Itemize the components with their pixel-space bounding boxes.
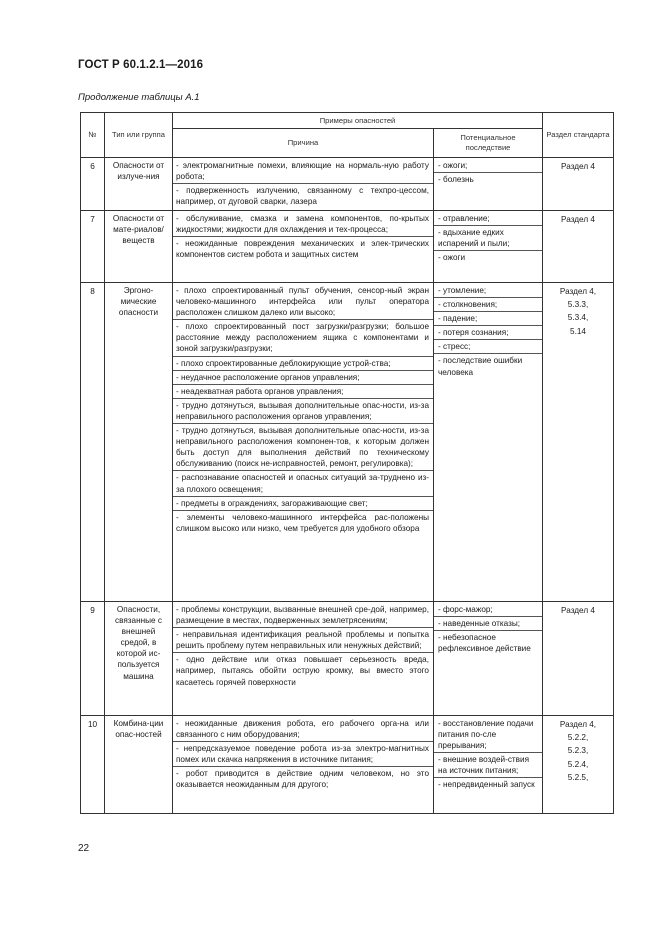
col-header-type: Тип или группа	[105, 113, 173, 158]
consequence-item: - падение;	[438, 314, 478, 324]
standard-title: ГОСТ Р 60.1.2.1—2016	[78, 59, 204, 71]
hazard-type: Опасности от излуче-ния	[105, 158, 173, 211]
consequence-divider	[434, 250, 542, 251]
standard-section	[543, 158, 614, 211]
standard-section	[543, 211, 614, 283]
section-ref: 5.2.3,	[567, 746, 589, 756]
col-header-section: Раздел стандарта	[543, 113, 614, 158]
consequence-divider	[434, 325, 542, 326]
consequence-divider	[434, 777, 542, 778]
row-number: 10	[81, 716, 105, 814]
standard-section	[543, 602, 614, 716]
cause-divider	[173, 423, 433, 424]
cause-item: - неожиданные движения робота, его рабочего орга-на или связанного с ним оборудования;	[176, 719, 429, 740]
section-ref: 5.3.3,	[567, 300, 589, 310]
cause-divider	[173, 510, 433, 511]
consequence-divider	[434, 297, 542, 298]
cause-item: - плохо спроектированный пост загрузки/разгрузки; большое расстояние между расположением ящика с компонентами и зоной загрузки/разгрузки;	[176, 322, 429, 354]
consequence-item: - стресс;	[438, 342, 471, 352]
hazard-type: Опасности, связанные с внешней средой, в которой ис-пользуется машина	[105, 602, 173, 716]
cause-divider	[173, 627, 433, 628]
consequence-item: - наведенные отказы;	[438, 619, 521, 629]
cause-divider	[173, 741, 433, 742]
section-ref: Раздел 4	[561, 215, 595, 224]
cause-item: - неадекватная работа органов управления;	[176, 386, 344, 396]
section-ref: 5.3.4,	[567, 313, 589, 323]
cause-divider	[173, 398, 433, 399]
consequence-item: - столкновения;	[438, 300, 498, 310]
col-header-num: №	[81, 113, 105, 158]
col-header-cause: Причина	[173, 129, 434, 158]
cause-item: - электромагнитные помехи, влияющие на нормаль-ную работу робота;	[176, 161, 429, 182]
consequence-item: - утомление;	[438, 286, 487, 295]
hazard-causes	[173, 283, 434, 602]
hazard-causes	[173, 602, 434, 716]
cause-item: - неожиданные повреждения механических и элек-трических компонентов систем робота и защитных систем	[176, 239, 429, 260]
cause-divider	[173, 766, 433, 767]
consequence-divider	[434, 172, 542, 173]
consequence-item: - вдыхание едких испарений и пыли;	[438, 228, 510, 249]
row-number: 9	[81, 602, 105, 716]
consequence-item: - ожоги;	[438, 161, 468, 170]
consequence-item: - последствие ошибки человека	[438, 356, 523, 377]
section-ref: 5.14	[570, 326, 586, 336]
cause-divider	[173, 370, 433, 371]
cause-item: - обслуживание, смазка и замена компонентов, по-крытых жидкостями; жидкости для охлаждения и тех-процесса;	[176, 214, 429, 235]
hazard-type: Эргоно-мические опасности	[105, 283, 173, 602]
col-header-consequence: Потенциальное последствие	[434, 129, 543, 158]
consequence-divider	[434, 339, 542, 340]
consequence-item: - небезопасное рефлексивное действие	[438, 633, 531, 654]
section-ref: 5.2.2,	[567, 733, 589, 743]
col-header-examples: Примеры опасностей	[173, 113, 543, 129]
hazard-table	[80, 112, 614, 814]
consequence-divider	[434, 311, 542, 312]
row-number: 6	[81, 158, 105, 211]
consequence-item: - восстановление подачи питания по-сле прерывания;	[438, 719, 534, 751]
cause-item: - распознавание опасностей и опасных ситуаций за-труднено из-за плохого освещения;	[176, 473, 429, 494]
row-number: 7	[81, 211, 105, 283]
cause-item: - плохо спроектированные деблокирующие устрой-ства;	[176, 358, 391, 368]
consequence-item: - болезнь	[438, 175, 474, 185]
hazard-consequences	[434, 716, 543, 814]
table-row	[81, 283, 614, 602]
cause-divider	[173, 236, 433, 237]
row-number: 8	[81, 283, 105, 602]
hazard-causes	[173, 716, 434, 814]
cause-item: - робот приводится в действие одним человеком, но это оказывается неожиданным для другого;	[176, 769, 429, 790]
consequence-divider	[434, 616, 542, 617]
section-ref: Раздел 4,	[559, 287, 597, 296]
consequence-item: - форс-мажор;	[438, 605, 493, 614]
cause-divider	[173, 356, 433, 357]
cause-divider	[173, 183, 433, 184]
cause-divider	[173, 496, 433, 497]
hazard-consequences	[434, 283, 543, 602]
cause-item: - плохо спроектированный пульт обучения, сенсор-ный экран человеко-машинного интерфейса или пульт оператора расположен слишком далеко или высоко;	[176, 286, 429, 318]
table-row	[81, 716, 614, 814]
hazard-causes	[173, 158, 434, 211]
cause-item: - проблемы конструкции, вызванные внешней сре-дой, например, размещение в местах, подверженных землетрясениям;	[176, 605, 429, 626]
consequence-item: - потеря сознания;	[438, 328, 509, 338]
hazard-type: Комбина-ции опас-ностей	[105, 716, 173, 814]
consequence-item: - отравление;	[438, 214, 490, 223]
hazard-consequences	[434, 158, 543, 211]
section-ref: 5.2.4,	[567, 759, 589, 769]
section-ref: Раздел 4	[561, 606, 595, 615]
cause-divider	[173, 652, 433, 653]
cause-divider	[173, 470, 433, 471]
cause-item: - непредсказуемое поведение робота из-за электро-магнитных помех или скачка напряжения в источнике питания;	[176, 744, 429, 765]
table-row	[81, 602, 614, 716]
cause-item: - предметы в ограждениях, загораживающие свет;	[176, 498, 368, 508]
consequence-divider	[434, 752, 542, 753]
table-body	[81, 158, 614, 814]
section-ref: 5.2.5,	[567, 772, 589, 782]
page-number: 22	[78, 843, 90, 854]
hazard-causes	[173, 211, 434, 283]
table-continuation-caption: Продолжение таблицы А.1	[78, 92, 200, 103]
table-row	[81, 211, 614, 283]
hazard-consequences	[434, 211, 543, 283]
hazard-type: Опасности от мате-риалов/ веществ	[105, 211, 173, 283]
consequence-item: - ожоги	[438, 253, 466, 263]
cause-item: - элементы человеко-машинного интерфейса рас-положены слишком высоко или низко, чем требуется для удобного обзора	[176, 512, 429, 533]
section-ref: Раздел 4,	[559, 720, 597, 729]
table-row	[81, 158, 614, 211]
consequence-item: - внешние воздей-ствия на источник питания;	[438, 755, 530, 776]
cause-item: - подверженность излучению, связанному с техпро-цессом, например, от дуговой сварки, лазера	[176, 186, 429, 207]
consequence-item: - непредвиденный запуск	[438, 780, 535, 790]
section-ref: Раздел 4	[561, 162, 595, 171]
cause-item: - неудачное расположение органов управления;	[176, 372, 360, 382]
consequence-divider	[434, 630, 542, 631]
cause-divider	[173, 384, 433, 385]
consequence-divider	[434, 353, 542, 354]
cause-item: - трудно дотянуться, вызывая дополнительные опас-ности, из-за неправильного расположения компонен-тов, к которым должен быть доступ для выполнения действий по техническому обслуживанию (поиск не-исправностей, ремонт, регулировка);	[176, 426, 429, 469]
cause-item: - одно действие или отказ повышает серьезность вреда, например, пытаясь обойти острую кромку, вы вместо этого касаетесь горячей поверхности	[176, 655, 429, 687]
hazard-consequences	[434, 602, 543, 716]
standard-section	[543, 716, 614, 814]
cause-divider	[173, 319, 433, 320]
cause-item: - трудно дотянуться, вызывая дополнительные опас-ности, из-за неправильного расположения органов управления;	[176, 400, 429, 421]
cause-item: - неправильная идентификация реальной проблемы и попытка решить проблему путем неправильных или ненужных действий;	[176, 630, 429, 651]
consequence-divider	[434, 225, 542, 226]
standard-section	[543, 283, 614, 602]
